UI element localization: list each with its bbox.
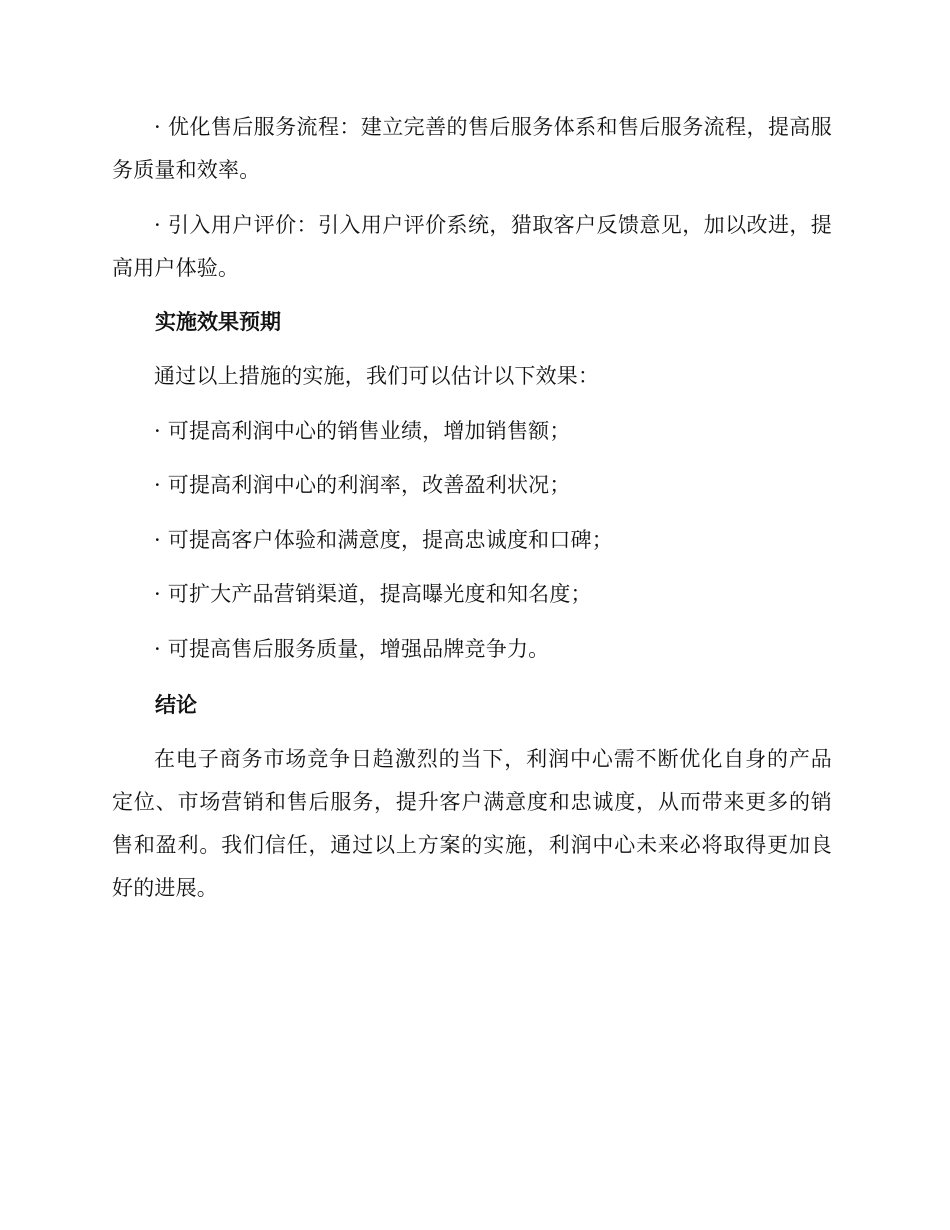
bullet-profit-margin: · 可提高利润中心的利润率，改善盈利状况； [154,473,571,497]
paragraph-user-reviews: · 引入用户评价：引入用户评价系统，猎取客户反馈意见，加以改进，提高用户体验。 [112,213,832,280]
paragraph-optimize-after-sales: · 优化售后服务流程：建立完善的售后服务体系和售后服务流程，提高服务质量和效率。 [112,115,832,182]
bullet-sales-performance: · 可提高利润中心的销售业绩，增加销售额； [154,419,571,443]
heading-expected-effects: 实施效果预期 [155,310,281,334]
bullet-marketing-channels: · 可扩大产品营销渠道，提高曝光度和知名度； [154,582,592,606]
paragraph-expected-intro: 通过以上措施的实施，我们可以估计以下效果： [154,364,600,388]
heading-conclusion: 结论 [155,693,197,717]
paragraph-conclusion: 在电子商务市场竞争日趋激烈的当下，利润中心需不断优化自身的产品定位、市场营销和售后服务，提升客户满意度和忠诚度，从而带来更多的销售和盈利。我们信任，通过以上方案的实施，利润中心未来必将取得更加良好的进展。 [112,747,832,900]
bullet-after-sales-quality: · 可提高售后服务质量，增强品牌竞争力。 [154,637,550,661]
bullet-customer-experience: · 可提高客户体验和满意度，提高忠诚度和口碑； [154,528,613,552]
